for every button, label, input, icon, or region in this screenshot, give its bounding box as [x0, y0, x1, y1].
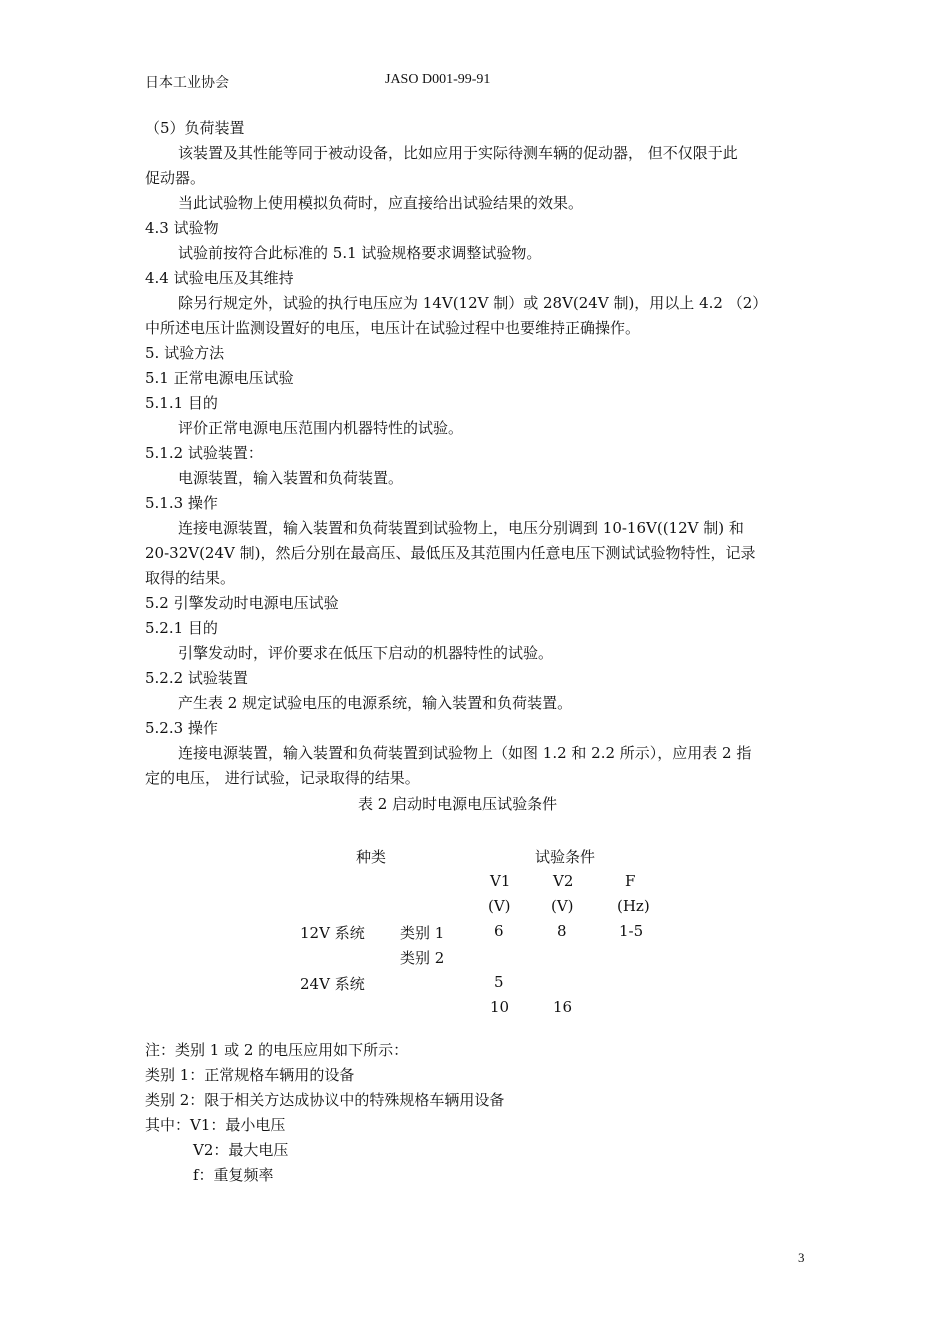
table-header-v2: V2 [553, 872, 574, 890]
section-heading: （5）负荷装置 [145, 119, 245, 137]
table-header-kind: 种类 [356, 848, 387, 866]
section-heading: 5. 试验方法 [145, 344, 225, 362]
note: V2：最大电压 [193, 1141, 289, 1159]
table-unit-v2: (V) [551, 897, 574, 915]
section-heading: 5.1.2 试验装置： [145, 444, 263, 462]
paragraph: 定的电压， 进行试验，记录取得的结果。 [145, 769, 420, 787]
page-number: 3 [798, 1250, 805, 1265]
note: 注：类别 1 或 2 的电压应用如下所示： [145, 1041, 409, 1059]
table-header-v1: V1 [490, 872, 511, 890]
table-cell: 6 [494, 922, 504, 940]
paragraph: 除另行规定外，试验的执行电压应为 14V(12V 制）或 28V(24V 制)，用以上 4.2 （2） [178, 294, 768, 312]
section-heading: 5.2.1 目的 [145, 619, 218, 637]
table-caption: 表 2 启动时电源电压试验条件 [358, 795, 558, 813]
section-heading: 4.3 试验物 [145, 219, 219, 237]
note: 类别 2：限于相关方达成协议中的特殊规格车辆用设备 [145, 1091, 505, 1109]
header-standard-code: JASO D001-99-91 [385, 72, 491, 87]
table-cell-system-12v: 12V 系统 [300, 924, 365, 942]
section-heading: 5.1 正常电源电压试验 [145, 369, 294, 387]
note: f：重复频率 [193, 1166, 274, 1184]
paragraph: 中所述电压计监测设置好的电压，电压计在试验过程中也要维持正确操作。 [145, 319, 641, 337]
table-cell: 10 [490, 998, 510, 1016]
paragraph: 取得的结果。 [145, 569, 236, 587]
note: 类别 1：正常规格车辆用的设备 [145, 1066, 355, 1084]
section-heading: 4.4 试验电压及其维持 [145, 269, 294, 287]
paragraph: 该装置及其性能等同于被动设备，比如应用于实际待测车辆的促动器， 但不仅限于此 [178, 144, 738, 162]
table-cell-system-24v: 24V 系统 [300, 975, 365, 993]
section-heading: 5.2.2 试验装置 [145, 669, 248, 687]
paragraph: 连接电源装置，输入装置和负荷装置到试验物上，电压分别调到 10-16V((12V 制) 和 [178, 519, 744, 537]
paragraph: 促动器。 [145, 169, 206, 187]
paragraph: 当此试验物上使用模拟负荷时，应直接给出试验结果的效果。 [178, 194, 584, 212]
header-org: 日本工业协会 [145, 76, 229, 91]
table-header-conditions: 试验条件 [535, 848, 596, 866]
paragraph: 连接电源装置，输入装置和负荷装置到试验物上（如图 1.2 和 2.2 所示），应用表 2 指 [178, 744, 752, 762]
paragraph: 试验前按符合此标准的 5.1 试验规格要求调整试验物。 [178, 244, 542, 262]
table-cell: 16 [553, 998, 573, 1016]
paragraph: 电源装置，输入装置和负荷装置。 [178, 469, 404, 487]
table-unit-f: (Hz) [617, 897, 650, 915]
table-cell-category-1: 类别 1 [400, 924, 445, 942]
table-cell: 8 [557, 922, 567, 940]
table-cell-category-2: 类别 2 [400, 949, 445, 967]
table-header-f: F [625, 872, 636, 890]
section-heading: 5.2.3 操作 [145, 719, 218, 737]
table-unit-v1: (V) [488, 897, 511, 915]
section-heading: 5.1.1 目的 [145, 394, 218, 412]
paragraph: 评价正常电源电压范围内机器特性的试验。 [178, 419, 464, 437]
section-heading: 5.2 引擎发动时电源电压试验 [145, 594, 339, 612]
note: 其中：V1：最小电压 [145, 1116, 286, 1134]
paragraph: 20-32V(24V 制)，然后分别在最高压、最低压及其范围内任意电压下测试试验物特性，记录 [145, 544, 756, 562]
section-heading: 5.1.3 操作 [145, 494, 218, 512]
table-cell: 5 [494, 973, 504, 991]
table-cell: 1-5 [619, 922, 644, 940]
paragraph: 产生表 2 规定试验电压的电源系统，输入装置和负荷装置。 [178, 694, 573, 712]
paragraph: 引擎发动时，评价要求在低压下启动的机器特性的试验。 [178, 644, 554, 662]
